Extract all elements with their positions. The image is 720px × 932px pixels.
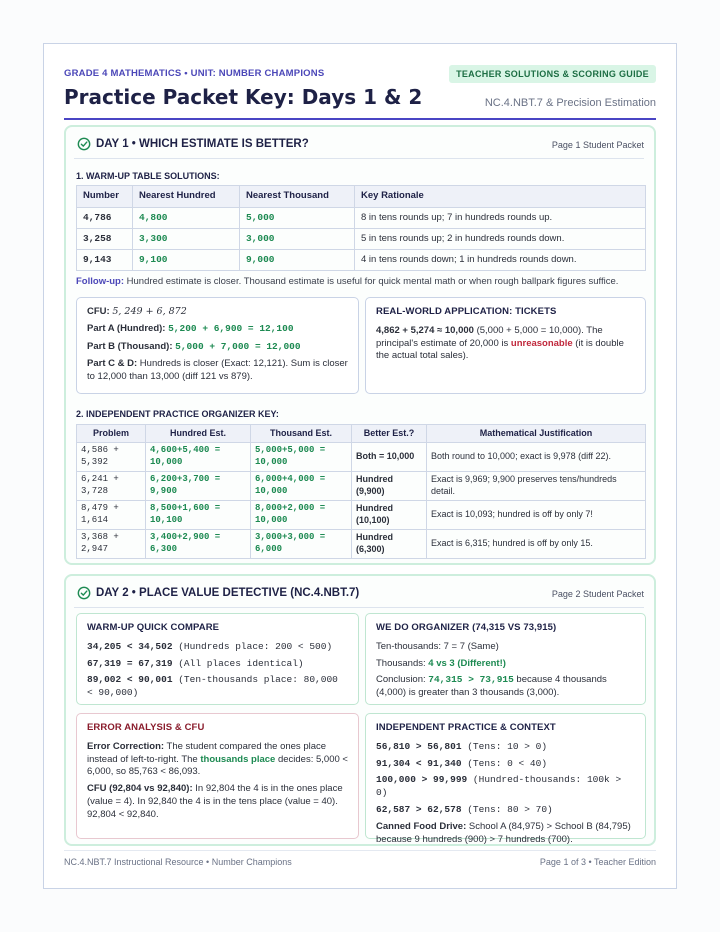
realworld-text-end: (it is double the actual total sales). [376, 337, 624, 362]
day2-section [64, 574, 656, 846]
compare-reason: (Ten-thousands place: 80,000 < 90,000) [87, 674, 338, 699]
followup-text: Hundred estimate is closer. Thousand estimate is useful for quick mental math or when rough ballpark figures suffice. [124, 276, 619, 287]
followup-note [76, 276, 618, 289]
realworld-title: REAL-WORLD APPLICATION: TICKETS [376, 306, 557, 317]
warmup-table-label: 1. WARM-UP TABLE SOLUTIONS: [76, 171, 220, 181]
independent-practice-card [365, 713, 646, 845]
table-row [77, 208, 646, 229]
column-header: Key Rationale [355, 186, 646, 208]
thousand-est-cell: 5,000+5,000 = 10,000 [251, 443, 352, 472]
day2-page-ref: Page 2 Student Packet [551, 589, 644, 599]
table-row [77, 472, 646, 501]
part-b-label: Part B (Thousand): [87, 340, 173, 352]
hundred-cell: 3,300 [133, 229, 240, 250]
better-est-cell: Both = 10,000 [352, 443, 427, 472]
day1-title: DAY 1 • WHICH ESTIMATE IS BETTER? [96, 138, 309, 150]
part-cd-label: Part C & D: [87, 358, 138, 370]
warmup-compare-card [76, 613, 359, 705]
practice-table-label: 2. INDEPENDENT PRACTICE ORGANIZER KEY: [76, 409, 279, 419]
warmup-compare-title: WARM-UP QUICK COMPARE [87, 622, 220, 633]
part-a-label: Part A (Hundred): [87, 322, 166, 334]
part-b-value: 5,000 + 7,000 = 12,000 [175, 340, 301, 352]
day2-title: DAY 2 • PLACE VALUE DETECTIVE (NC.4.NBT.7) [96, 587, 360, 599]
conclusion-text: because 4 thousands (4,000) is greater than 3 thousands (3,000). [376, 674, 607, 699]
rationale-cell: 4 in tens rounds down; 1 in hundreds rounds down. [355, 250, 646, 271]
hundred-est-cell: 8,500+1,600 = 10,100 [146, 501, 251, 530]
number-cell: 4,786 [77, 208, 133, 229]
ten-thousands-line: Ten-thousands: 7 = 7 (Same) [376, 640, 499, 652]
followup-label: Follow-up: [76, 276, 125, 287]
thousands-value: 4 vs 3 (Different!) [428, 657, 506, 669]
realworld-equation: 4,862 + 5,274 ≈ 10,000 [376, 324, 474, 336]
conclusion-label: Conclusion: [376, 674, 429, 686]
error-analysis-title: ERROR ANALYSIS & CFU [87, 722, 205, 733]
hundred-est-cell: 4,600+5,400 = 10,000 [146, 443, 251, 472]
day1-page-ref: Page 1 Student Packet [551, 140, 644, 150]
practice-statement: 56,810 > 56,801 [376, 740, 462, 752]
column-header: Better Est.? [352, 425, 427, 443]
answer-key-page [43, 43, 677, 889]
practice-reason: (Tens: 80 > 70) [461, 804, 553, 816]
cfu-expression: 5, 249 + 6, 872 [112, 306, 187, 317]
footer-resource-label: NC.4.NBT.7 Instructional Resource • Number Champions [64, 857, 292, 867]
warmup-table [76, 185, 646, 271]
error-analysis-card [76, 713, 359, 839]
practice-statement: 91,304 < 91,340 [376, 757, 462, 769]
number-cell: 9,143 [77, 250, 133, 271]
check-circle-icon [77, 586, 91, 600]
column-header: Number [77, 186, 133, 208]
footer-page-number: Page 1 of 3 • Teacher Edition [539, 857, 656, 867]
day1-section [64, 125, 656, 565]
thousand-cell: 3,000 [240, 229, 355, 250]
food-drive-text: School A (84,975) > School B (84,795) because 9 hundreds (900) > 7 hundreds (700). [376, 820, 631, 845]
rationale-cell: 5 in tens rounds up; 2 in hundreds rounds down. [355, 229, 646, 250]
thousand-cell: 9,000 [240, 250, 355, 271]
thousand-est-cell: 6,000+4,000 = 10,000 [251, 472, 352, 501]
thousands-place-highlight: thousands place [200, 753, 276, 765]
page-header [64, 44, 656, 120]
table-row [77, 443, 646, 472]
realworld-text: (5,000 + 5,000 = 10,000). The principal's estimate of 20,000 is [376, 324, 603, 349]
better-est-cell: Hundred (6,300) [352, 530, 427, 559]
cfu-compare-text: In 92,804 the 4 is in the ones place (value = 4). In 92,840 the 4 is in the tens place (value = 40). 92,804 < 92,840. [87, 783, 343, 820]
table-row [77, 229, 646, 250]
realworld-card [365, 297, 646, 394]
column-header: Nearest Thousand [240, 186, 355, 208]
hundred-cell: 9,100 [133, 250, 240, 271]
food-drive-label: Canned Food Drive: [376, 820, 467, 832]
rationale-cell: 8 in tens rounds up; 7 in hundreds rounds up. [355, 208, 646, 229]
table-row [77, 501, 646, 530]
error-correction-text: The student compared the ones place instead of left-to-right. The [87, 740, 327, 765]
hundred-est-cell: 3,400+2,900 = 6,300 [146, 530, 251, 559]
compare-statement: 67,319 = 67,319 [87, 657, 173, 669]
practice-reason: (Tens: 0 < 40) [461, 757, 548, 769]
thousand-est-cell: 3,000+3,000 = 6,000 [251, 530, 352, 559]
unreasonable-highlight: unreasonable [510, 337, 573, 349]
page-title: Practice Packet Key: Days 1 & 2 [64, 85, 423, 109]
practice-statement: 100,000 > 99,999 [376, 774, 468, 786]
cfu-label: CFU: [87, 306, 113, 317]
we-do-card [365, 613, 646, 705]
problem-cell: 6,241 + 3,728 [77, 472, 146, 501]
thousand-est-cell: 8,000+2,000 = 10,000 [251, 501, 352, 530]
part-a-value: 5,200 + 6,900 = 12,100 [168, 322, 294, 334]
justification-cell: Both round to 10,000; exact is 9,978 (diff 22). [427, 443, 646, 472]
practice-reason: (Hundred-thousands: 100k > 0) [376, 774, 622, 799]
day1-header [74, 133, 644, 159]
table-row [77, 530, 646, 559]
practice-reason: (Tens: 10 > 0) [461, 740, 548, 752]
compare-statement: 34,205 < 34,502 [87, 640, 173, 652]
compare-reason: (All places identical) [172, 657, 304, 669]
hundred-est-cell: 6,200+3,700 = 9,900 [146, 472, 251, 501]
problem-cell: 3,368 + 2,947 [77, 530, 146, 559]
thousands-label: Thousands: [376, 657, 429, 669]
problem-cell: 4,586 + 5,392 [77, 443, 146, 472]
table-row [77, 250, 646, 271]
cfu-card [76, 297, 359, 394]
column-header: Nearest Hundred [133, 186, 240, 208]
practice-organizer-table [76, 424, 646, 559]
better-est-cell: Hundred (9,900) [352, 472, 427, 501]
compare-statement: 89,002 < 90,001 [87, 674, 173, 686]
justification-cell: Exact is 9,969; 9,900 preserves tens/hundreds detail. [427, 472, 646, 501]
check-circle-icon [77, 137, 91, 151]
teacher-guide-badge: TEACHER SOLUTIONS & SCORING GUIDE [449, 65, 656, 83]
problem-cell: 8,479 + 1,614 [77, 501, 146, 530]
hundred-cell: 4,800 [133, 208, 240, 229]
justification-cell: Exact is 10,093; hundred is off by only 7! [427, 501, 646, 530]
column-header: Problem [77, 425, 146, 443]
cfu-compare-label: CFU (92,804 vs 92,840): [87, 783, 193, 795]
footer-divider [64, 850, 656, 851]
course-unit-label: GRADE 4 MATHEMATICS • UNIT: NUMBER CHAMPIONS [64, 68, 325, 79]
compare-reason: (Hundreds place: 200 < 500) [172, 640, 333, 652]
practice-statement: 62,587 > 62,578 [376, 804, 462, 816]
conclusion-value: 74,315 > 73,915 [428, 674, 514, 686]
column-header: Mathematical Justification [427, 425, 646, 443]
column-header: Hundred Est. [146, 425, 251, 443]
column-header: Thousand Est. [251, 425, 352, 443]
error-correction-label: Error Correction: [87, 740, 165, 752]
better-est-cell: Hundred (10,100) [352, 501, 427, 530]
day2-header [74, 582, 644, 608]
part-cd-text: Hundreds is closer (Exact: 12,121). Sum is closer to 12,000 than 13,000 (diff 121 vs 879). [87, 358, 348, 383]
independent-practice-title: INDEPENDENT PRACTICE & CONTEXT [376, 722, 556, 733]
number-cell: 3,258 [77, 229, 133, 250]
standard-label: NC.4.NBT.7 & Precision Estimation [484, 97, 656, 109]
we-do-title: WE DO ORGANIZER (74,315 VS 73,915) [376, 622, 557, 633]
thousand-cell: 5,000 [240, 208, 355, 229]
error-correction-text-end: decides: 5,000 < 6,000, so 85,763 < 86,093. [87, 753, 348, 778]
justification-cell: Exact is 6,315; hundred is off by only 15. [427, 530, 646, 559]
